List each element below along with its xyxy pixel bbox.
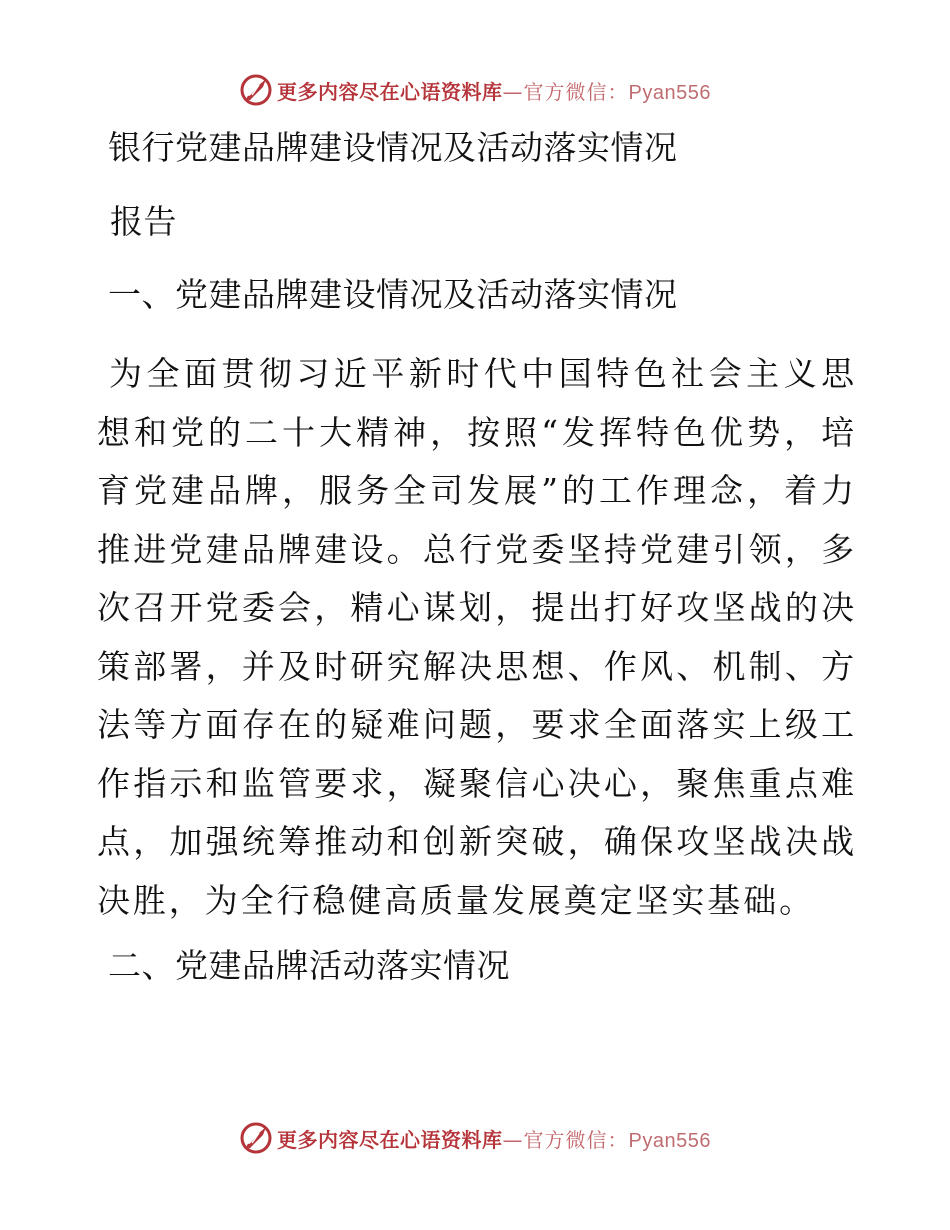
footer-watermark-text [277, 1124, 711, 1153]
header-contact-label: —官方微信： [502, 79, 629, 104]
footer-brand-text: 更多内容尽在心语资料库 [277, 1127, 503, 1152]
section-1-heading: 一、党建品牌建设情况及活动落实情况 [108, 275, 678, 314]
footer-watermark-banner [0, 1118, 950, 1158]
section-1-paragraph: 为全面贯彻习近平新时代中国特色社会主义思想和党的二十大精神，按照“发挥特色优势，培育党建品牌，服务全司发展”的工作理念，着力推进党建品牌建设。总行党委坚持党建引领，多次召开党委会，精心谋划，提出打好攻坚战的决策部署，并及时研究解决思想、作风、机制、方法等方面存在的疑难问题，要求全面落实上级工作指示和监管要求，凝聚信心决心，聚焦重点难点，加强统筹推动和创新突破，确保攻坚战决战决胜，为全行稳健高质量发展奠定坚实基础。 [97, 354, 857, 920]
document-title-line-2: 报告 [110, 202, 177, 241]
header-brand-text: 更多内容尽在心语资料库 [277, 79, 503, 104]
footer-contact-id: Pyan556 [628, 1129, 711, 1152]
header-watermark-text [277, 76, 711, 105]
header-contact-id: Pyan556 [628, 81, 711, 104]
footer-contact-label: —官方微信： [502, 1127, 629, 1152]
quill-pen-logo-icon [239, 1121, 273, 1155]
document-title-line-1: 银行党建品牌建设情况及活动落实情况 [108, 128, 678, 167]
header-watermark-banner [0, 70, 950, 110]
quill-pen-logo-icon [239, 73, 273, 107]
section-2-heading: 二、党建品牌活动落实情况 [108, 946, 510, 985]
